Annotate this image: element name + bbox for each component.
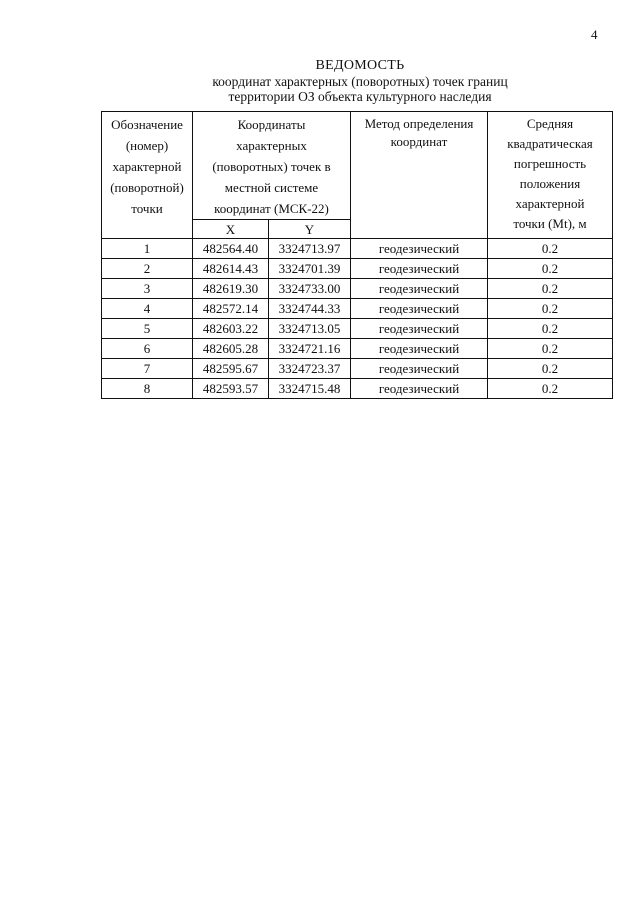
cell-y: 3324721.16	[269, 339, 351, 359]
page-number: 4	[591, 27, 598, 42]
table-row	[102, 319, 613, 339]
header-accuracy-line: квадратическая	[507, 136, 593, 151]
header-accuracy-line: погрешность	[513, 156, 587, 171]
cell-method: геодезический	[351, 359, 488, 379]
header-accuracy-line: Средняя	[526, 116, 574, 131]
header-method-line: координат	[390, 134, 448, 149]
header-accuracy-line: положения	[519, 176, 581, 191]
cell-method: геодезический	[351, 379, 488, 399]
cell-x: 482603.22	[193, 319, 269, 339]
cell-point-number: 6	[102, 339, 193, 359]
header-point-number	[102, 112, 193, 239]
title-main: ВЕДОМОСТЬ	[315, 58, 405, 73]
cell-point-number: 4	[102, 299, 193, 319]
cell-point-number: 2	[102, 259, 193, 279]
coordinates-table	[101, 111, 613, 399]
cell-accuracy: 0.2	[488, 339, 613, 359]
cell-method: геодезический	[351, 259, 488, 279]
table-row	[102, 299, 613, 319]
cell-accuracy: 0.2	[488, 239, 613, 259]
header-accuracy-line: характерной	[515, 196, 585, 211]
title-line-1: координат характерных (поворотных) точек границ	[212, 74, 508, 89]
cell-y: 3324713.97	[269, 239, 351, 259]
cell-method: геодезический	[351, 239, 488, 259]
table-row	[102, 279, 613, 299]
header-coordinates	[193, 112, 351, 220]
cell-y: 3324733.00	[269, 279, 351, 299]
header-method	[351, 112, 488, 239]
cell-x: 482595.67	[193, 359, 269, 379]
cell-point-number: 3	[102, 279, 193, 299]
cell-x: 482605.28	[193, 339, 269, 359]
cell-point-number: 1	[102, 239, 193, 259]
cell-accuracy: 0.2	[488, 279, 613, 299]
header-coordinates-line: Координаты	[237, 117, 306, 132]
cell-method: геодезический	[351, 319, 488, 339]
cell-y: 3324723.37	[269, 359, 351, 379]
header-point-number-line: точки	[131, 201, 163, 216]
table-row	[102, 239, 613, 259]
header-point-number-line: характерной	[112, 159, 182, 174]
cell-accuracy: 0.2	[488, 379, 613, 399]
cell-accuracy: 0.2	[488, 299, 613, 319]
cell-point-number: 8	[102, 379, 193, 399]
header-point-number-line: Обозначение	[111, 117, 183, 132]
cell-accuracy: 0.2	[488, 259, 613, 279]
cell-y: 3324701.39	[269, 259, 351, 279]
header-coordinates-line: характерных	[236, 138, 307, 153]
header-y: Y	[269, 220, 351, 239]
cell-x: 482619.30	[193, 279, 269, 299]
cell-method: геодезический	[351, 339, 488, 359]
header-coordinates-line: координат (МСК-22)	[214, 201, 329, 216]
header-x: X	[193, 220, 269, 239]
cell-point-number: 5	[102, 319, 193, 339]
cell-y: 3324744.33	[269, 299, 351, 319]
table-row	[102, 359, 613, 379]
cell-x: 482564.40	[193, 239, 269, 259]
cell-point-number: 7	[102, 359, 193, 379]
header-coordinates-line: местной системе	[224, 180, 319, 195]
header-point-number-line: (поворотной)	[110, 180, 184, 195]
header-accuracy-line: точки (Mt), м	[513, 216, 587, 231]
cell-x: 482593.57	[193, 379, 269, 399]
table-row	[102, 339, 613, 359]
cell-x: 482614.43	[193, 259, 269, 279]
cell-accuracy: 0.2	[488, 319, 613, 339]
cell-accuracy: 0.2	[488, 359, 613, 379]
table-body	[102, 239, 613, 399]
cell-method: геодезический	[351, 279, 488, 299]
cell-y: 3324713.05	[269, 319, 351, 339]
header-accuracy	[488, 112, 613, 239]
cell-y: 3324715.48	[269, 379, 351, 399]
table-row	[102, 379, 613, 399]
header-point-number-line: (номер)	[125, 138, 169, 153]
cell-x: 482572.14	[193, 299, 269, 319]
header-coordinates-line: (поворотных) точек в	[212, 159, 331, 174]
document-title	[100, 58, 620, 104]
title-line-2: территории ОЗ объекта культурного наследия	[228, 89, 492, 104]
cell-method: геодезический	[351, 299, 488, 319]
header-method-line: Метод определения	[364, 116, 474, 131]
table-row	[102, 259, 613, 279]
